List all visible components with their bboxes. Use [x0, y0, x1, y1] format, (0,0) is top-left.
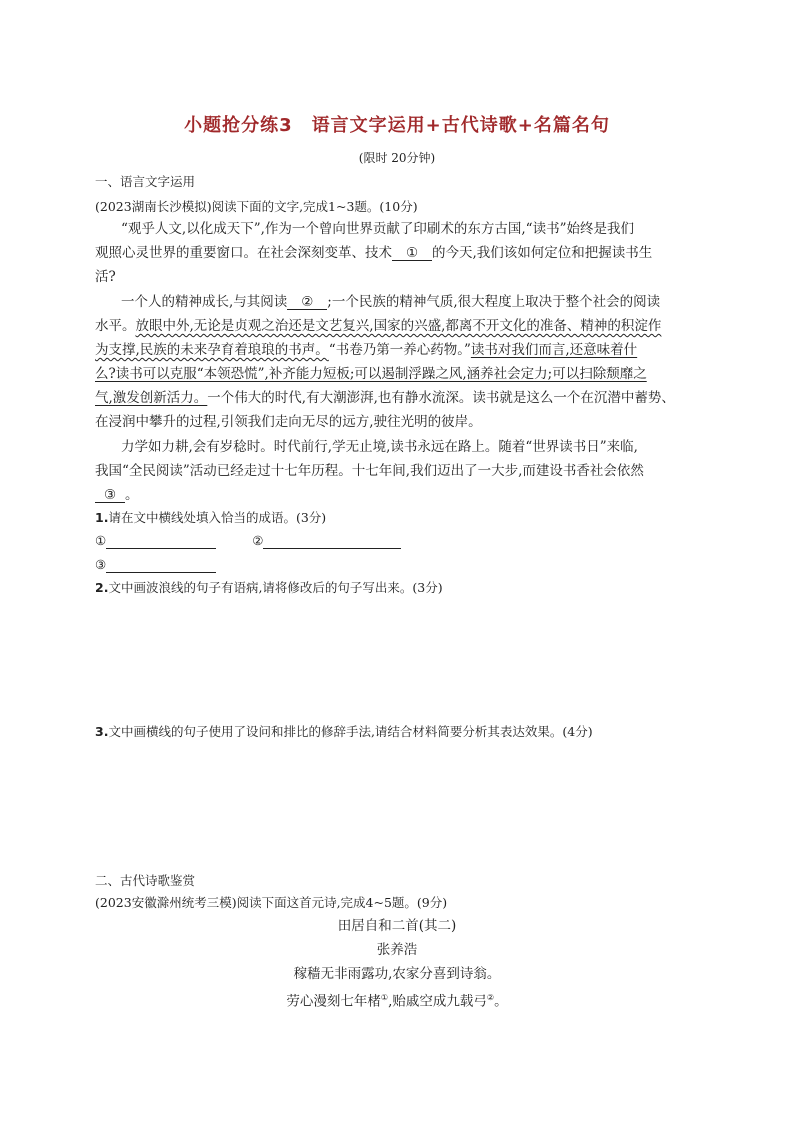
page-title: 小题抢分练3 语言文字运用+古代诗歌+名篇名句 — [184, 115, 610, 136]
poem-text: ,贻戚空成九载弓 — [388, 993, 487, 1010]
underlined-sentence: 么?读书可以克服“本领恐慌”,补齐能力短板;可以遏制浮躁之风,涵养社会定力;可以扫除颓靡之 — [95, 366, 647, 382]
passage-line: 力学如力耕,会有岁稔时。时代前行,学无止境,读书永远在路上。随着“世界读书日”来临, — [121, 439, 638, 455]
passage-line: 在浸润中攀升的过程,引领我们走向无尽的远方,驶往光明的彼岸。 — [95, 414, 482, 430]
footnote-marker[interactable]: ② — [486, 993, 495, 1002]
passage-text: “书卷乃第一养心药物。” — [328, 342, 471, 358]
answer-label: ② — [252, 533, 264, 548]
question-2 — [95, 580, 443, 596]
section1-heading: 一、语言文字运用 — [95, 174, 196, 189]
passage-line — [95, 342, 637, 358]
answer-row — [95, 557, 216, 573]
passage-line: 活? — [95, 269, 116, 285]
passage-text: 观照心灵世界的重要窗口。在社会深刻变革、技术 — [95, 245, 392, 261]
passage-text: 。 — [125, 487, 139, 503]
passage-text: ;一个民族的精神气质,很大程度上取决于整个社会的阅读 — [327, 294, 661, 310]
fill-blank-1[interactable]: ① — [392, 246, 432, 261]
poem-text: 劳心漫刻七年楮 — [286, 993, 381, 1010]
question-number: 2. — [95, 580, 109, 595]
passage-line — [95, 487, 139, 503]
question-number: 1. — [95, 510, 109, 525]
passage-text: 的今天,我们该如何定位和把握读书生 — [432, 245, 653, 261]
passage-text: 水平。 — [95, 318, 136, 334]
section2-source: (2023安徽滁州统考三模)阅读下面这首元诗,完成4~5题。(9分) — [95, 895, 448, 910]
answer-row — [95, 533, 401, 549]
underlined-sentence: 读书对我们而言,还意味着什 — [470, 342, 638, 358]
poem-text: 。 — [494, 993, 508, 1010]
section1-source: (2023湖南长沙模拟)阅读下面的文字,完成1~3题。(10分) — [95, 199, 418, 214]
question-text: 文中画横线的句子使用了设问和排比的修辞手法,请结合材料简要分析其表达效果。(4分) — [108, 724, 593, 739]
question-number: 3. — [95, 724, 109, 739]
passage-line — [95, 245, 652, 261]
poem-line: 稼穑无非雨露功,农家分喜到诗翁。 — [293, 966, 501, 982]
answer-blank-1[interactable] — [106, 535, 216, 549]
answer-blank-3[interactable] — [106, 559, 216, 573]
answer-label: ③ — [95, 557, 107, 572]
fill-blank-3[interactable]: ③ — [95, 488, 125, 503]
poem-author: 张养浩 — [376, 942, 418, 958]
passage-line — [95, 366, 647, 382]
question-1 — [95, 510, 326, 526]
poem-title: 田居自和二首(其二) — [337, 918, 457, 934]
footnote-marker[interactable]: ① — [380, 993, 389, 1002]
fill-blank-2[interactable]: ② — [287, 295, 327, 310]
answer-label: ① — [95, 533, 107, 548]
answer-blank-2[interactable] — [263, 535, 401, 549]
wavy-underlined-sentence: 为支撑,民族的未来孕育着琅琅的书声。 — [95, 342, 329, 358]
passage-line: 我国“全民阅读”活动已经走过十七年历程。十七年间,我们迈出了一大步,而建设书香社会依然 — [95, 463, 644, 479]
question-3 — [95, 724, 593, 740]
underlined-sentence: 气,激发创新活力。 — [95, 390, 208, 406]
passage-text: 一个伟大的时代,有大潮澎湃,也有静水流深。读书就是这么一个在沉潜中蓄势、 — [207, 390, 675, 406]
time-limit: (限时 20分钟) — [358, 151, 436, 165]
passage-line — [121, 294, 660, 310]
passage-line — [95, 390, 675, 406]
passage-text: 一个人的精神成长,与其阅读 — [121, 294, 288, 310]
passage-line: “观乎人文,以化成天下”,作为一个曾向世界贡献了印刷术的东方古国,“读书”始终是我们 — [121, 221, 634, 237]
passage-line — [95, 318, 661, 334]
wavy-underlined-sentence: 放眼中外,无论是贞观之治还是文艺复兴,国家的兴盛,都离不开文化的准备、精神的积淀作 — [135, 318, 662, 334]
poem-line — [0, 990, 794, 1010]
question-text: 文中画波浪线的句子有语病,请将修改后的句子写出来。(3分) — [108, 580, 443, 595]
section2-heading: 二、古代诗歌鉴赏 — [95, 873, 196, 888]
question-text: 请在文中横线处填入恰当的成语。(3分) — [108, 510, 327, 525]
